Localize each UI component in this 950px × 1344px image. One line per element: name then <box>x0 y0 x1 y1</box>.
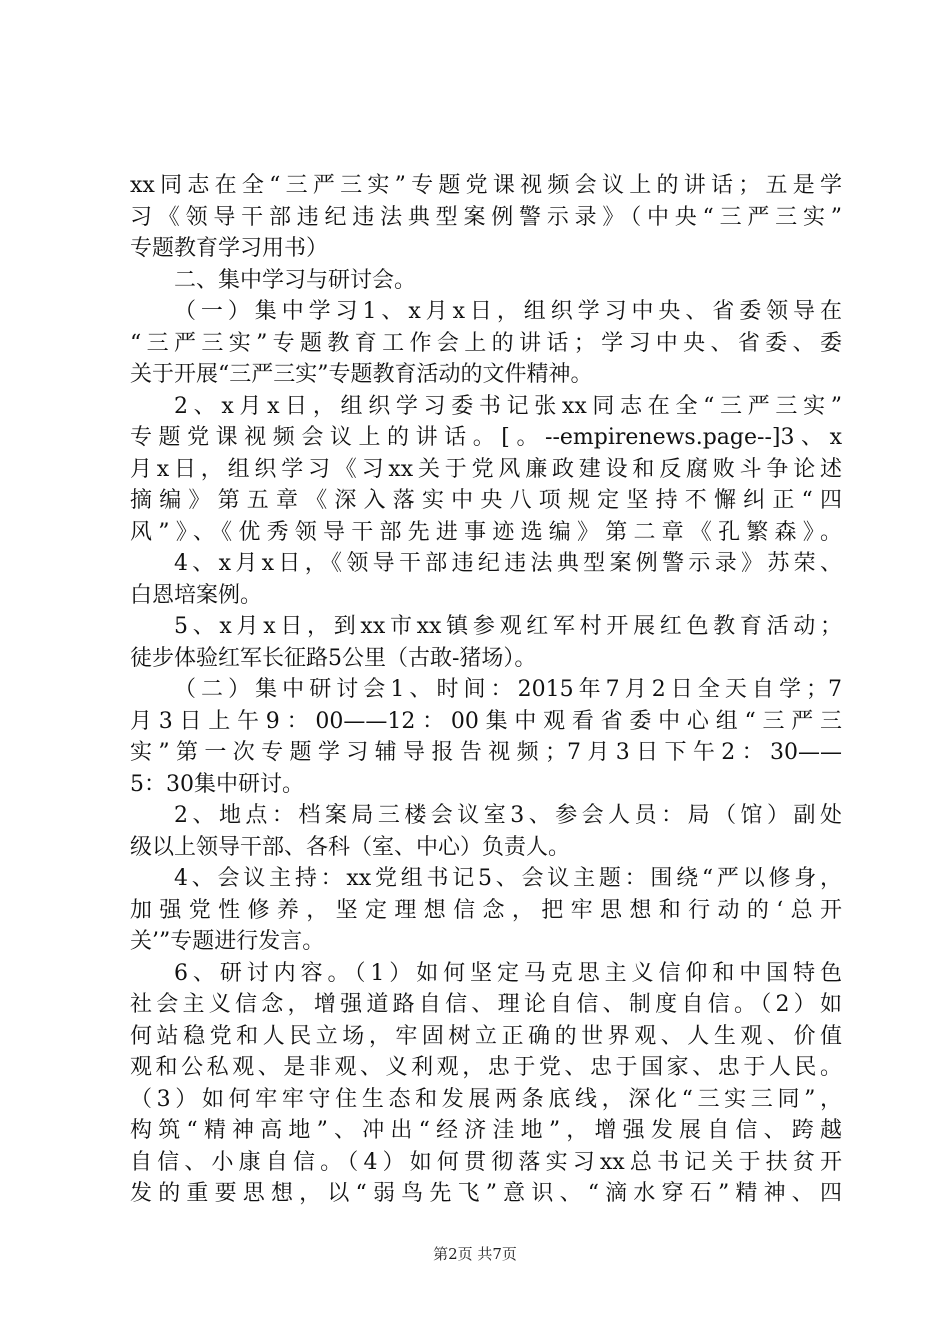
text-line: 关’”专题进行发言。 <box>130 929 325 954</box>
text-line: （3）如何牢牢守住生态和发展两条底线，深化“三实三同”， <box>130 1086 842 1112</box>
text-line: 4、x月x日，《领导干部违纪违法典型案例警示录》苏荣、 <box>174 551 842 576</box>
text-line: 观和公私观、是非观、义利观，忠于党、忠于国家、忠于人民。 <box>130 1055 842 1080</box>
text-line: 5、x月x日，到xx市xx镇参观红军村开展红色教育活动； <box>174 614 842 639</box>
text-line: 何站稳党和人民立场，牢固树立正确的世界观、人生观、价值 <box>130 1023 842 1049</box>
text-line: 构筑“精神高地”、冲出“经济洼地”，增强发展自信、跨越 <box>130 1118 842 1143</box>
text-line: 风”》、《优秀领导干部先进事迹选编》第二章《孔繁森》。 <box>130 519 842 545</box>
text-line: 社会主义信念，增强道路自信、理论自信、制度自信。（2）如 <box>130 992 842 1017</box>
text-line: 月x日，组织学习《习xx关于党风廉政建设和反腐败斗争论述 <box>130 456 842 482</box>
text-line: xx同志在全“三严三实”专题党课视频会议上的讲话；五是学 <box>130 173 842 198</box>
text-line: 2、地点：档案局三楼会议室3、参会人员：局（馆）副处 <box>174 803 842 828</box>
text-line: 专题教育学习用书） <box>130 236 329 261</box>
text-line: 徒步体验红军长征路5公里（古敢-猪场）。 <box>130 645 537 671</box>
text-line: 专题党课视频会议上的讲话。[。--empirenews.page--]3、x <box>130 425 842 450</box>
text-line: 5：30集中研讨。 <box>130 771 304 797</box>
document-body <box>130 170 842 1210</box>
text-line: 4、会议主持：xx党组书记5、会议主题：围绕“严以修身， <box>174 866 842 891</box>
text-line: 习《领导干部违纪违法典型案例警示录》（中央“三严三实” <box>130 204 842 230</box>
text-line: 摘编》第五章《深入落实中央八项规定坚持不懈纠正“四 <box>130 488 842 513</box>
text-line: （二）集中研讨会1、时间：2015年7月2日全天自学；7 <box>174 677 842 702</box>
text-line: （一）集中学习1、x月x日，组织学习中央、省委领导在 <box>174 299 842 324</box>
text-line: 加强党性修养，坚定理想信念，把牢思想和行动的‘总开 <box>130 897 842 923</box>
text-line: 级以上领导干部、各科（室、中心）负责人。 <box>130 834 571 860</box>
page-number: 第2页 共7页 <box>433 1245 517 1263</box>
text-line: 白恩培案例。 <box>130 582 263 608</box>
text-line: 实”第一次专题学习辅导报告视频；7月3日下午2：30—— <box>130 740 842 765</box>
text-line: 发的重要思想，以“弱鸟先飞”意识、“滴水穿石”精神、四 <box>130 1181 842 1206</box>
text-line: 关于开展“三严三实”专题教育活动的文件精神。 <box>130 362 593 387</box>
text-line: 2、x月x日，组织学习委书记张xx同志在全“三严三实” <box>174 393 842 419</box>
text-line: 6、研讨内容。（1）如何坚定马克思主义信仰和中国特色 <box>174 960 842 986</box>
text-line: “三严三实”专题教育工作会上的讲话；学习中央、省委、委 <box>130 330 842 356</box>
section-heading: 二、集中学习与研讨会。 <box>174 267 417 293</box>
page-footer <box>0 1244 950 1264</box>
text-line: 月3日上午9：00——12：00集中观看省委中心组“三严三 <box>130 708 842 734</box>
text-line: 自信、小康自信。（4）如何贯彻落实习xx总书记关于扶贫开 <box>130 1149 842 1175</box>
